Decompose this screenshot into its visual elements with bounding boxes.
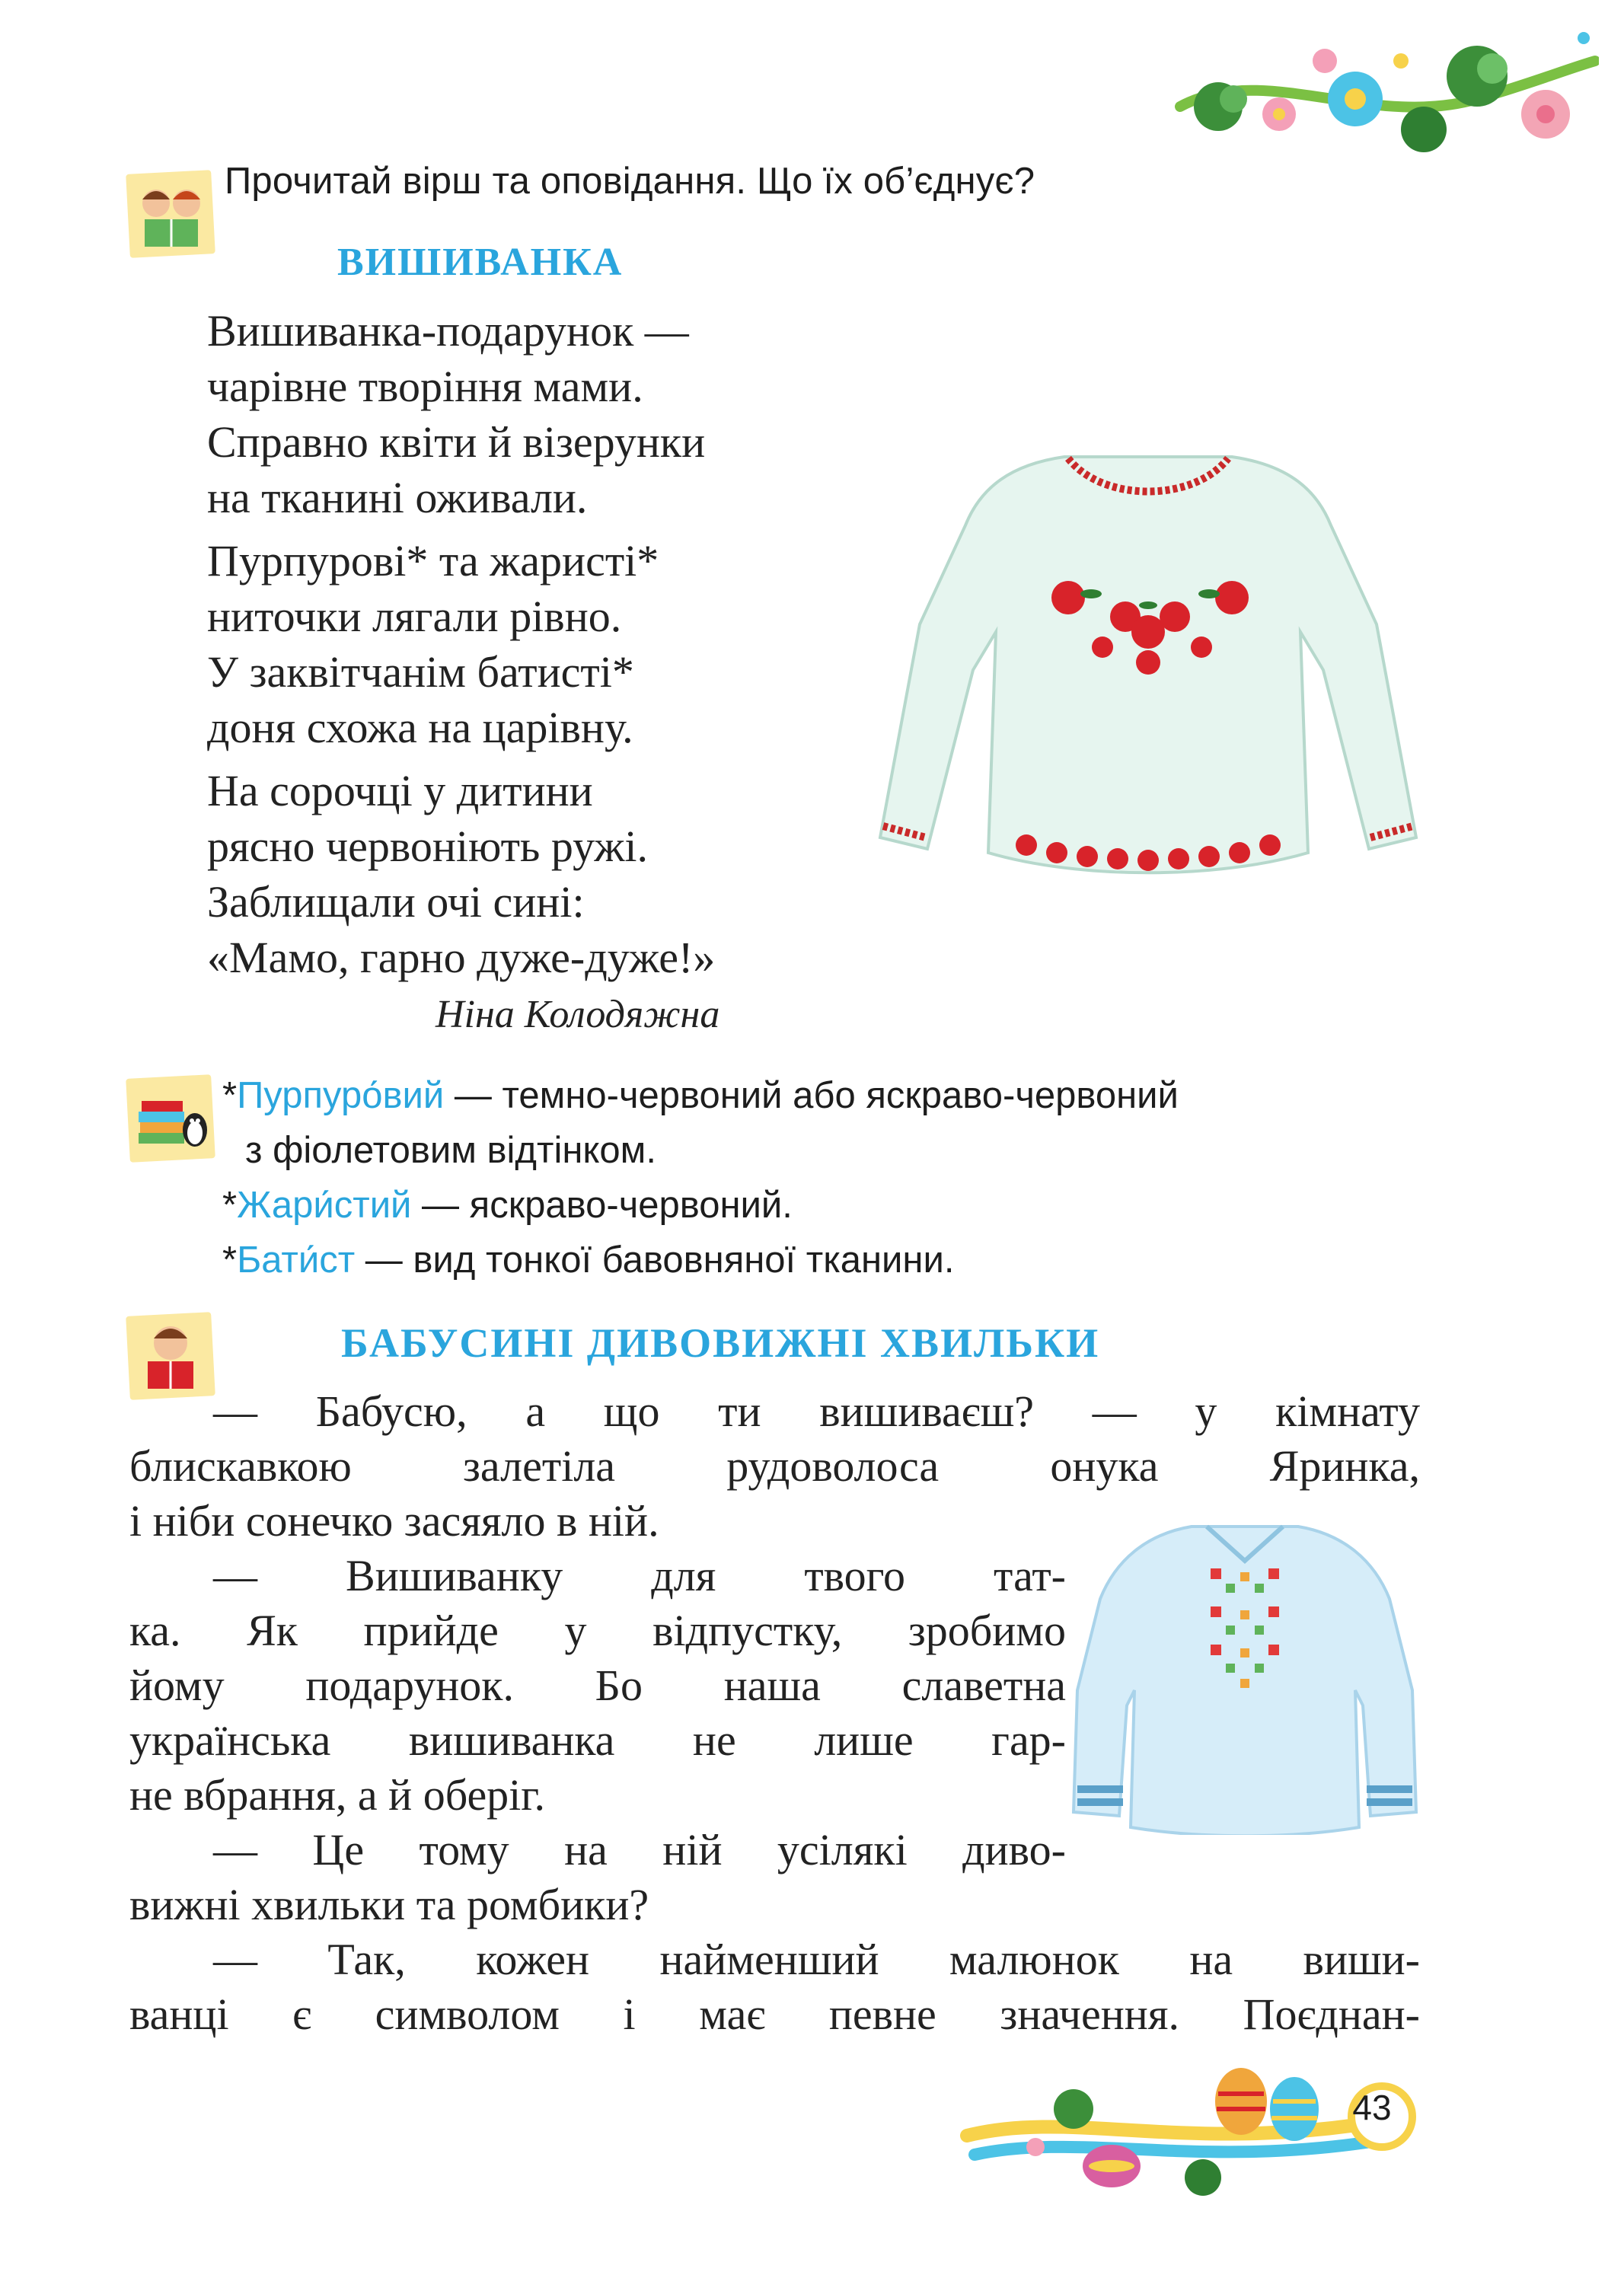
story-line: — Це тому на ній усілякі диво-: [213, 1825, 1066, 1874]
story-line: не вбрання, а й оберіг.: [129, 1770, 546, 1820]
glossary-entry: [222, 1068, 1179, 1123]
poem-stanza: [207, 303, 715, 525]
poem-stanza: [207, 763, 715, 985]
poem-line: Справно квіти й візерунки: [207, 417, 706, 467]
poem-line: «Мамо, гарно дуже-дуже!»: [207, 933, 716, 982]
poem-line: чарівне творіння мами.: [207, 362, 643, 411]
poem-text: [207, 303, 715, 993]
story-title: БАБУСИНІ ДИВОВИЖНІ ХВИЛЬКИ: [341, 1320, 1100, 1366]
poem-line: доня схожа на царівну.: [207, 703, 633, 752]
glossary-definition-continuation: з фіолетовим відтінком.: [245, 1130, 656, 1171]
embroidered-shirt-illustration: [1070, 1515, 1420, 1835]
asterisk: *: [222, 1240, 238, 1281]
poem-line: на тканині оживали.: [207, 473, 588, 522]
glossary: [222, 1068, 1179, 1287]
embroidered-blouse-illustration: [874, 442, 1422, 898]
story-line: — Вишиванку для твого тат-: [213, 1551, 1066, 1600]
story-line: ванці є символом і має певне значення. Поєднан-: [129, 1989, 1420, 2039]
poem-line: Вишиванка-подарунок —: [207, 306, 689, 356]
poem-author: Ніна Колодяжна: [436, 993, 720, 1036]
books-penguin-icon: [122, 1066, 221, 1165]
story-line: — Бабусю, а що ти вишиваєш? — у кімнату: [213, 1386, 1420, 1436]
story-line: — Так, кожен найменший малюнок на виши-: [213, 1935, 1420, 1984]
glossary-term: Жари́стий: [237, 1185, 412, 1226]
poem-line: Заблищали очі сині:: [207, 877, 585, 927]
glossary-term: Пурпуро́вий: [237, 1075, 445, 1116]
glossary-term: Бати́ст: [237, 1240, 356, 1281]
story-line: і ніби сонечко засяяло в ній.: [129, 1496, 659, 1546]
glossary-definition: — темно-червоний або яскраво-червоний: [444, 1075, 1179, 1116]
story-line: ка. Як прийде у відпустку, зробимо: [129, 1606, 1066, 1655]
story-line: блискавкою залетіла рудоволоса онука Яринка,: [129, 1441, 1420, 1491]
glossary-entry: [222, 1233, 1179, 1287]
task-instruction: Прочитай вірш та оповідання. Що їх об’єднує?: [225, 161, 1035, 202]
asterisk: *: [222, 1075, 238, 1116]
poem-line: рясно червоніють ружі.: [207, 822, 649, 871]
story-line: йому подарунок. Бо наша славетна: [129, 1661, 1066, 1710]
poem-line: Пурпурові* та жаристі*: [207, 536, 659, 585]
story-line: українська вишиванка не лише гар-: [129, 1715, 1066, 1765]
reading-children-icon: [122, 161, 221, 260]
poem-line: ниточки лягали рівно.: [207, 592, 622, 641]
glossary-definition: — яскраво-червоний.: [411, 1185, 793, 1226]
story-line: вижні хвильки та ромбики?: [129, 1880, 649, 1929]
poem-line: На сорочці у дитини: [207, 766, 593, 815]
poem-title: ВИШИВАНКА: [337, 241, 624, 284]
asterisk: *: [222, 1185, 238, 1226]
page-number: 43: [1352, 2088, 1392, 2127]
glossary-entry: [222, 1178, 1179, 1233]
floral-decoration: [1173, 15, 1599, 183]
poem-line: У заквітчанім батисті*: [207, 647, 634, 697]
glossary-definition: — вид тонкої бавовняної тканини.: [355, 1240, 955, 1281]
poem-stanza: [207, 533, 715, 755]
